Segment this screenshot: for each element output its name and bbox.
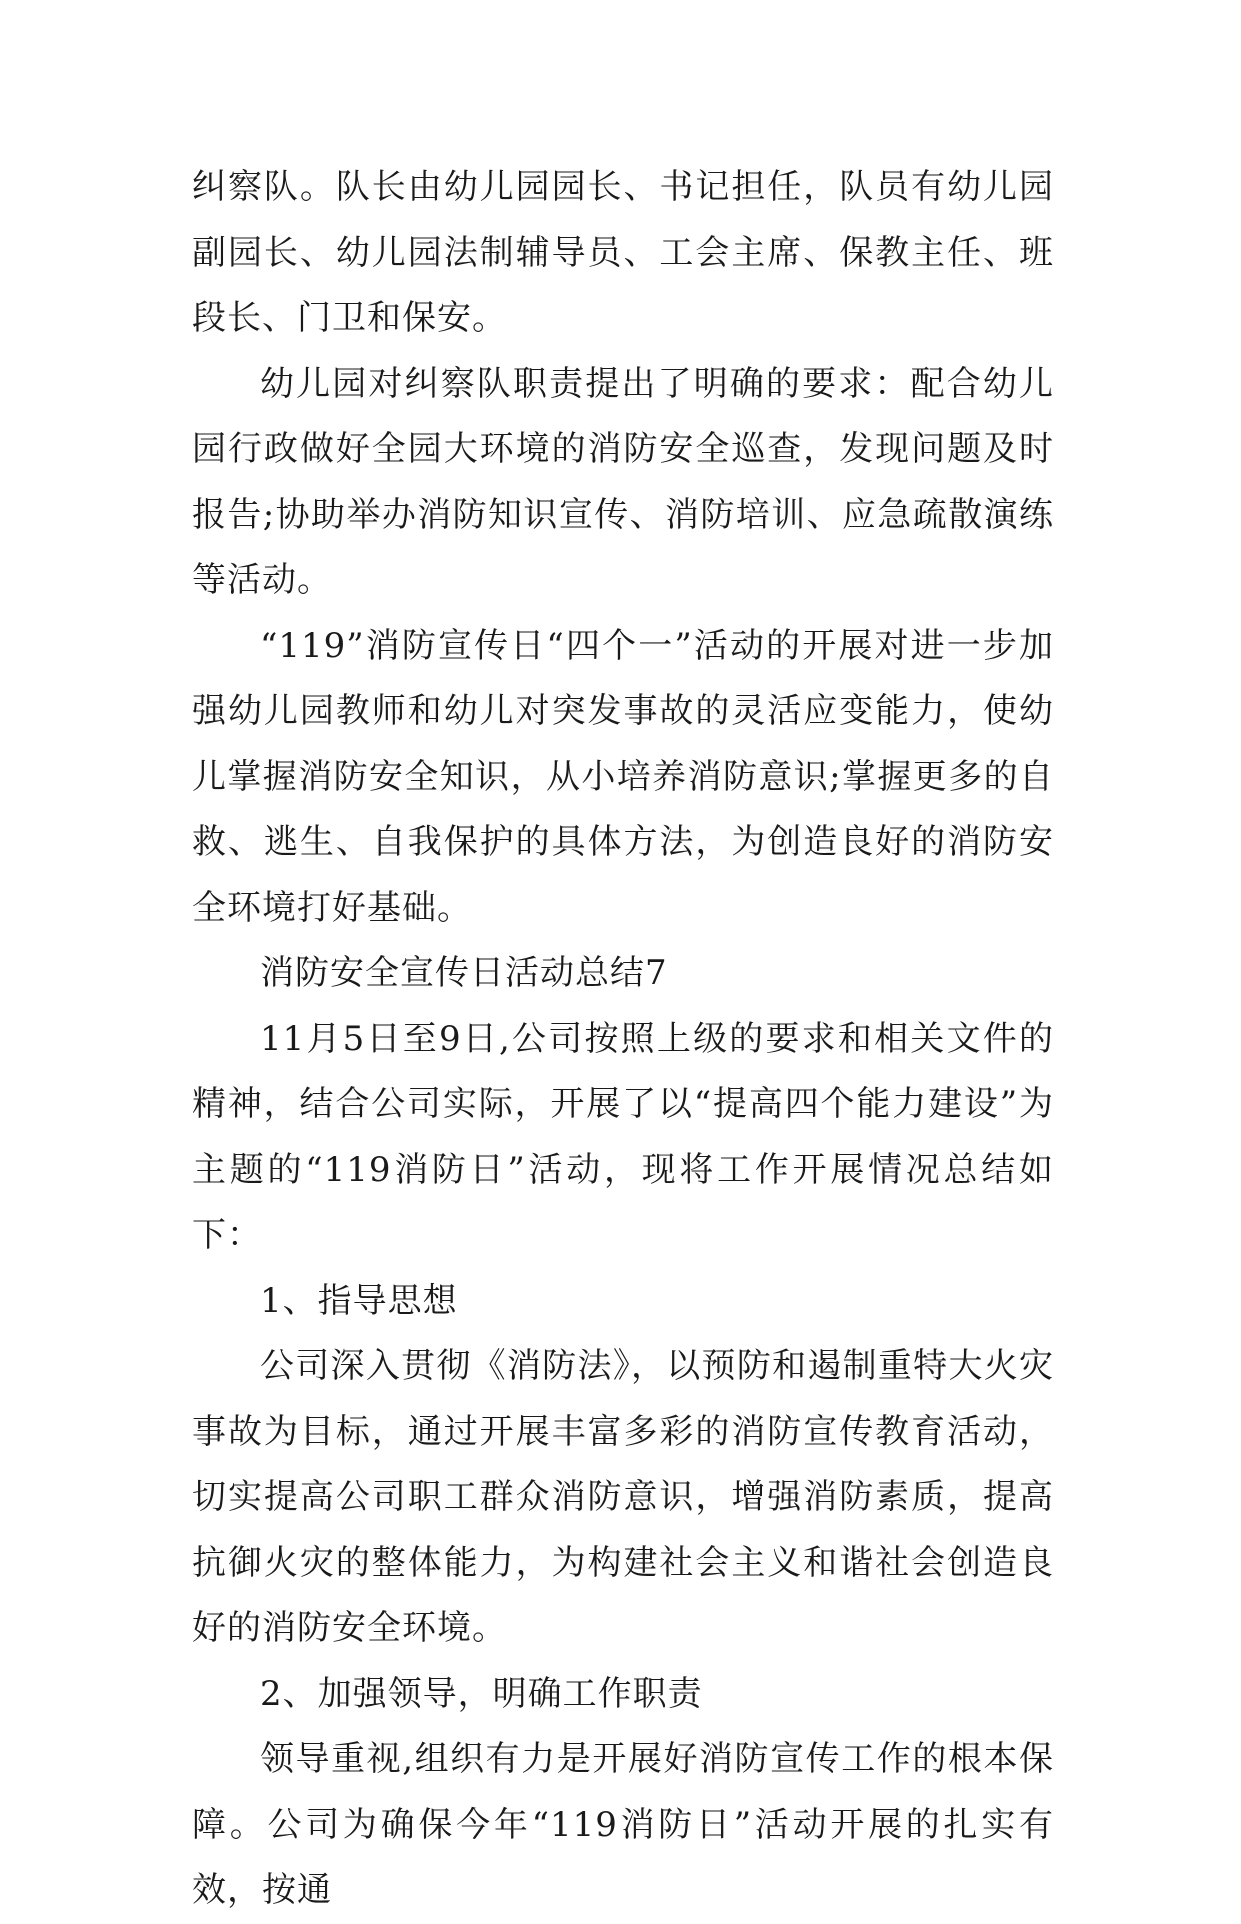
subheading-guiding-ideology: 1、指导思想 <box>260 1280 458 1321</box>
paragraph-leadership: 领导重视,组织有力是开展好消防宣传工作的根本保障。公司为确保今年“119消防日”活动开展的扎实有效，按通 <box>192 1739 1054 1910</box>
document-body <box>192 155 1054 1924</box>
subheading-leadership: 2、加强领导，明确工作职责 <box>260 1673 703 1714</box>
paragraph-intro: 11月5日至9日,公司按照上级的要求和相关文件的精神，结合公司实际，开展了以“提高四个能力建设”为主题的“119消防日”活动，现将工作开展情况总结如下： <box>192 1018 1054 1255</box>
paragraph-activity-significance: “119”消防宣传日“四个一”活动的开展对进一步加强幼儿园教师和幼儿对突发事故的灵活应变能力，使幼儿掌握消防安全知识，从小培养消防意识;掌握更多的自救、逃生、自我保护的具体方法，为创造良好的消防安全环境打好基础。 <box>192 625 1054 928</box>
section-title: 消防安全宣传日活动总结7 <box>260 953 668 993</box>
paragraph-patrol-duties: 幼儿园对纠察队职责提出了明确的要求：配合幼儿园行政做好全园大环境的消防安全巡查，发现问题及时报告;协助举办消防知识宣传、消防培训、应急疏散演练等活动。 <box>192 363 1054 600</box>
paragraph-guiding-ideology: 公司深入贯彻《消防法》，以预防和遏制重特大火灾事故为目标，通过开展丰富多彩的消防宣传教育活动，切实提高公司职工群众消防意识，增强消防素质，提高抗御火灾的整体能力，为构建社会主义和谐社会创造良好的消防安全环境。 <box>192 1346 1054 1648</box>
paragraph-continuation: 纠察队。队长由幼儿园园长、书记担任，队员有幼儿园副园长、幼儿园法制辅导员、工会主席、保教主任、班段长、门卫和保安。 <box>192 167 1054 338</box>
